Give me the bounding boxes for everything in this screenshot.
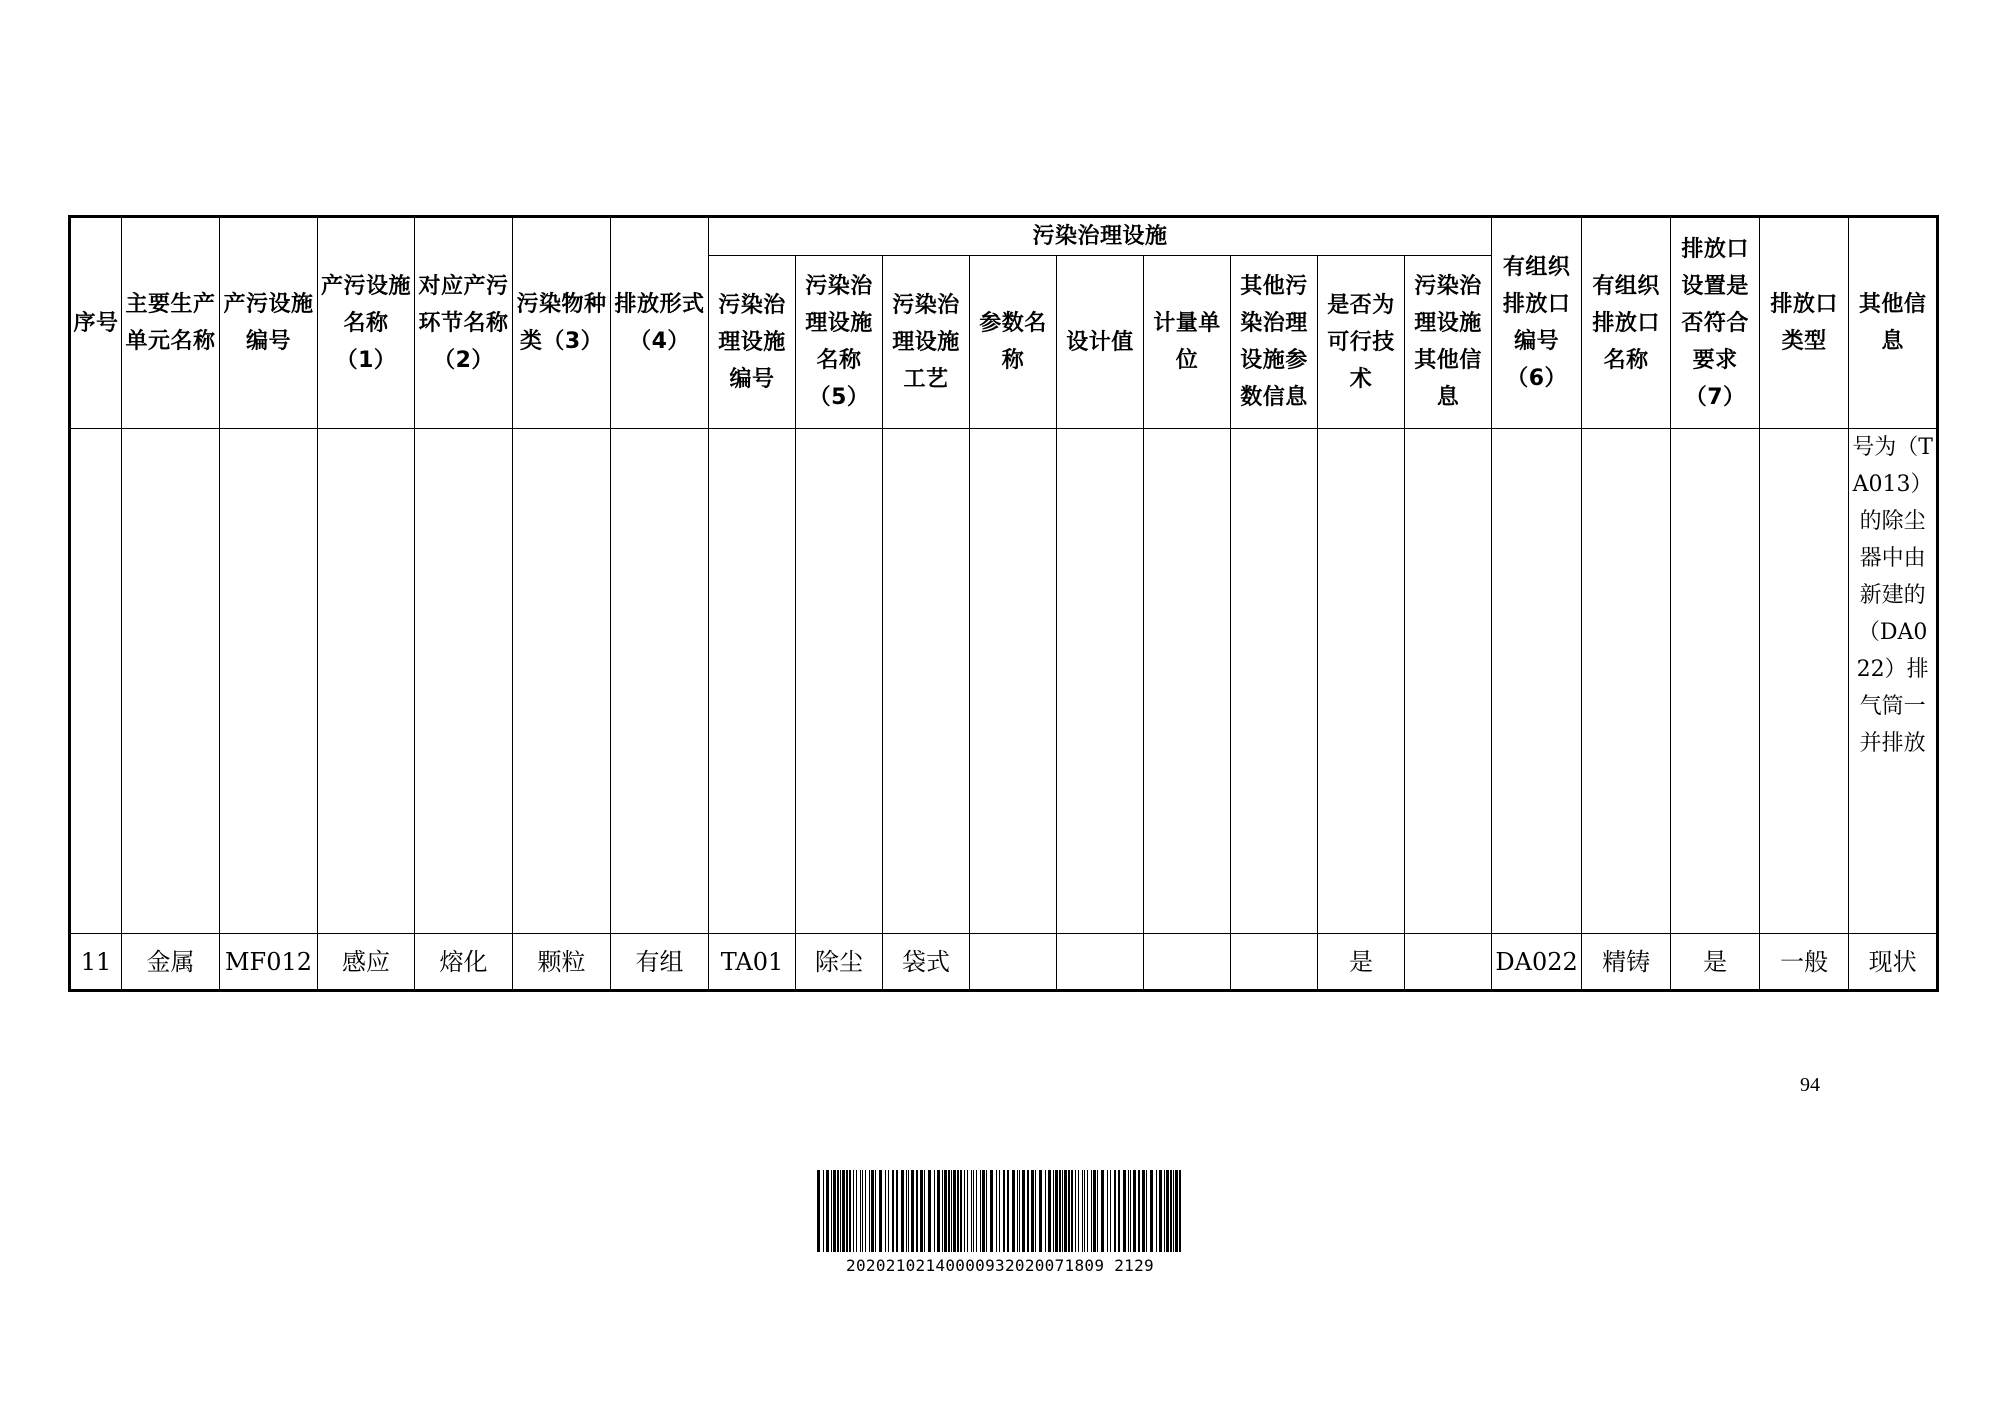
- header-outlet-compliant: 排放口设置是否符合要求（7）: [1671, 217, 1760, 429]
- table-cell: [1760, 429, 1849, 934]
- cell-unit: [1144, 934, 1231, 991]
- table-cell: [970, 429, 1057, 934]
- table-cell: [1144, 429, 1231, 934]
- header-outlet-no: 有组织排放口编号（6）: [1492, 217, 1582, 429]
- header-param-name: 参数名称: [970, 256, 1057, 429]
- table-cell: [1582, 429, 1671, 934]
- header-group-treatment: 污染治理设施: [709, 217, 1492, 256]
- table-cell: [883, 429, 970, 934]
- table-cell: [709, 429, 796, 934]
- cell-pollutant: 颗粒: [513, 934, 611, 991]
- header-treat-process: 污染治理设施工艺: [883, 256, 970, 429]
- table-cell: [318, 429, 415, 934]
- cell-link-name: 熔化: [415, 934, 513, 991]
- cell-other-params: [1231, 934, 1318, 991]
- header-discharge-form: 排放形式（4）: [611, 217, 709, 429]
- table-cell: [1057, 429, 1144, 934]
- table-cell: [1405, 429, 1492, 934]
- cell-treat-name: 除尘: [796, 934, 883, 991]
- table-cell: [1231, 429, 1318, 934]
- cell-other-info: 现状: [1849, 934, 1938, 991]
- cell-param-name: [970, 934, 1057, 991]
- table-cell: [122, 429, 220, 934]
- header-feasible: 是否为可行技术: [1318, 256, 1405, 429]
- other-info-continued: 号为（TA013）的除尘器中由新建的（DA022）排气筒一并排放: [1849, 429, 1938, 934]
- cell-facility-name: 感应: [318, 934, 415, 991]
- cell-main-unit: 金属: [122, 934, 220, 991]
- header-other-info: 其他信息: [1849, 217, 1938, 429]
- header-treat-no: 污染治理设施编号: [709, 256, 796, 429]
- cell-treat-other: [1405, 934, 1492, 991]
- cell-discharge-form: 有组: [611, 934, 709, 991]
- header-seq: 序号: [70, 217, 122, 429]
- header-design-value: 设计值: [1057, 256, 1144, 429]
- cell-feasible: 是: [1318, 934, 1405, 991]
- header-treat-name: 污染治理设施名称（5）: [796, 256, 883, 429]
- table-row-continuation: [70, 429, 1938, 934]
- table-cell: [70, 429, 122, 934]
- header-facility-no: 产污设施编号: [220, 217, 318, 429]
- header-other-params: 其他污染治理设施参数信息: [1231, 256, 1318, 429]
- cell-outlet-name: 精铸: [1582, 934, 1671, 991]
- header-treat-other: 污染治理设施其他信息: [1405, 256, 1492, 429]
- barcode: [815, 1170, 1185, 1252]
- cell-design-value: [1057, 934, 1144, 991]
- table-cell: [796, 429, 883, 934]
- cell-seq: 11: [70, 934, 122, 991]
- table-cell: [1671, 429, 1760, 934]
- table-cell: [1492, 429, 1582, 934]
- header-link-name: 对应产污环节名称（2）: [415, 217, 513, 429]
- table-row: [70, 934, 1938, 991]
- table-cell: [220, 429, 318, 934]
- cell-outlet-compliant: 是: [1671, 934, 1760, 991]
- cell-outlet-type: 一般: [1760, 934, 1849, 991]
- cell-facility-no: MF012: [220, 934, 318, 991]
- header-outlet-type: 排放口类型: [1760, 217, 1849, 429]
- header-pollutant: 污染物种类（3）: [513, 217, 611, 429]
- pollution-facility-table: [68, 215, 1939, 992]
- cell-treat-no: TA01: [709, 934, 796, 991]
- cell-treat-process: 袋式: [883, 934, 970, 991]
- table-cell: [415, 429, 513, 934]
- header-facility-name: 产污设施名称（1）: [318, 217, 415, 429]
- barcode-number: 20202102140000932020071809 2129: [846, 1256, 1154, 1275]
- header-main-unit: 主要生产单元名称: [122, 217, 220, 429]
- page-number: 94: [1800, 1074, 1820, 1096]
- table-cell: [611, 429, 709, 934]
- header-outlet-name: 有组织排放口名称: [1582, 217, 1671, 429]
- header-unit: 计量单位: [1144, 256, 1231, 429]
- table-cell: [1318, 429, 1405, 934]
- cell-outlet-no: DA022: [1492, 934, 1582, 991]
- table-cell: [513, 429, 611, 934]
